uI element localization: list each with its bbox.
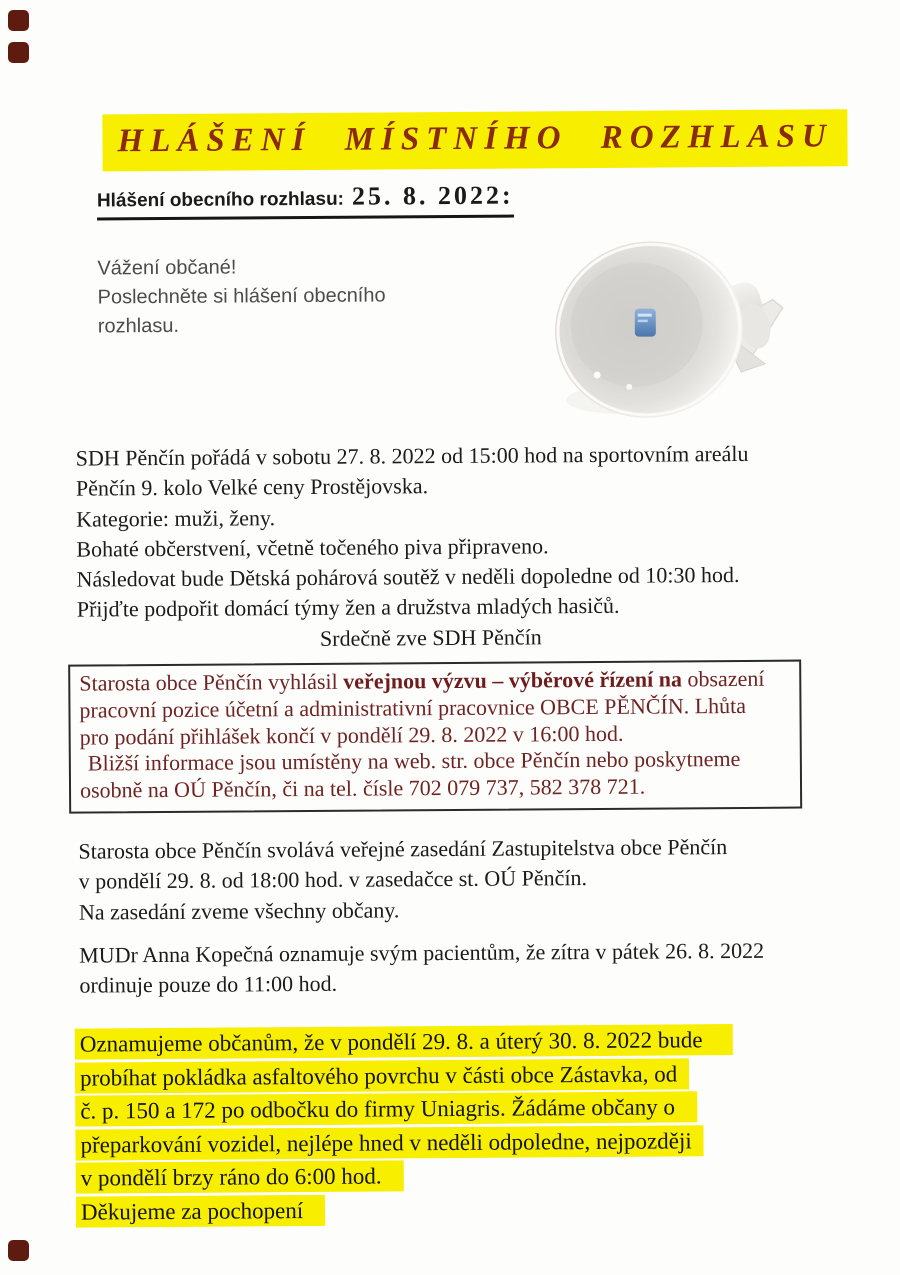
meeting-paragraph — [78, 832, 727, 927]
text-line: Vážení občané! — [97, 256, 237, 280]
page-title: HLÁŠENÍ MÍSTNÍHO ROZHLASU — [117, 118, 833, 160]
sdh-announcement — [76, 439, 750, 656]
text-line: pracovní pozice účetní a administrativní pracovnice OBCE PĚNČÍN. Lhůta — [79, 692, 747, 723]
text-line: osobně na OÚ Pěnčín, či na tel. čísle 702 079 737, 582 378 721. — [79, 773, 646, 803]
text-line: Starosta obce Pěnčín svolává veřejné zasedání Zastupitelstva obce Pěnčín — [78, 834, 728, 864]
doctor-paragraph — [79, 936, 764, 1001]
highlighted-line: přeparkování vozidel, nejlépe hned v neděli odpoledne, nejpozději — [75, 1125, 733, 1161]
highlighted-line: Oznamujeme občanům, že v pondělí 29. 8. a úterý 30. 8. 2022 bude — [75, 1024, 733, 1060]
text-line: Na zasedání zveme všechny občany. — [78, 896, 400, 925]
job-notice-box — [68, 660, 802, 814]
notice-bold-text: veřejnou výzvu – výběrové řízení na — [343, 666, 683, 694]
text-line: Poslechněte si hlášení obecního — [97, 284, 386, 309]
highlighted-line: č. p. 150 a 172 po odbočku do firmy Uniagris. Žádáme občany o — [75, 1091, 733, 1127]
intro-paragraph — [97, 252, 386, 341]
sdh-closing-line: Srdečně zve SDH Pěnčín — [319, 624, 542, 651]
highlighted-line: Děkujeme za pochopení — [76, 1192, 734, 1228]
text-line: v pondělí 29. 8. od 18:00 hod. v zasedačce st. OÚ Pěnčín. — [78, 865, 588, 894]
text-line: Bližší informace jsou umístěny na web. str. obce Pěnčín nebo poskytneme — [87, 746, 741, 776]
text-line: Následovat bude Dětská pohárová soutěž v neděli dopoledne od 10:30 hod. — [76, 562, 740, 592]
text-line: Pěnčín 9. kolo Velké ceny Prostějovska. — [75, 473, 429, 501]
text-line: SDH Pěnčín pořádá v sobotu 27. 8. 2022 od 15:00 hod na sportovním areálu — [75, 440, 749, 471]
megaphone-image — [550, 234, 807, 436]
text-line: Přijďte podpořit domácí týmy žen a družstva mladých hasičů. — [76, 593, 620, 623]
text-line: ordinuje pouze do 11:00 hod. — [79, 971, 338, 998]
notice-text: Starosta obce Pěnčín vyhlásil — [79, 668, 344, 696]
highlighted-line: v pondělí brzy ráno do 6:00 hod. — [76, 1158, 734, 1194]
text-line: Bohaté občerstvení, včetně točeného piva připraveno. — [76, 533, 549, 562]
notice-text: obsazení — [681, 665, 765, 692]
text-line: pro podání přihlášek končí v pondělí 29. 8. 2022 v 16:00 hod. — [79, 720, 624, 750]
heading — [97, 181, 514, 221]
road-works-highlight — [75, 1024, 734, 1230]
text-line: MUDr Anna Kopečná oznamuje svým pacientům, že zítra v pátek 26. 8. 2022 — [79, 937, 765, 968]
heading-date: 25. 8. 2022: — [351, 180, 514, 211]
text-line: Kategorie: muži, ženy. — [76, 504, 276, 532]
title-highlight — [102, 109, 848, 171]
highlighted-line: probíhat pokládka asfaltového povrchu v části obce Zástavka, od — [75, 1058, 733, 1094]
heading-label: Hlášení obecního rozhlasu: — [96, 188, 345, 212]
text-line: rozhlasu. — [97, 314, 180, 338]
